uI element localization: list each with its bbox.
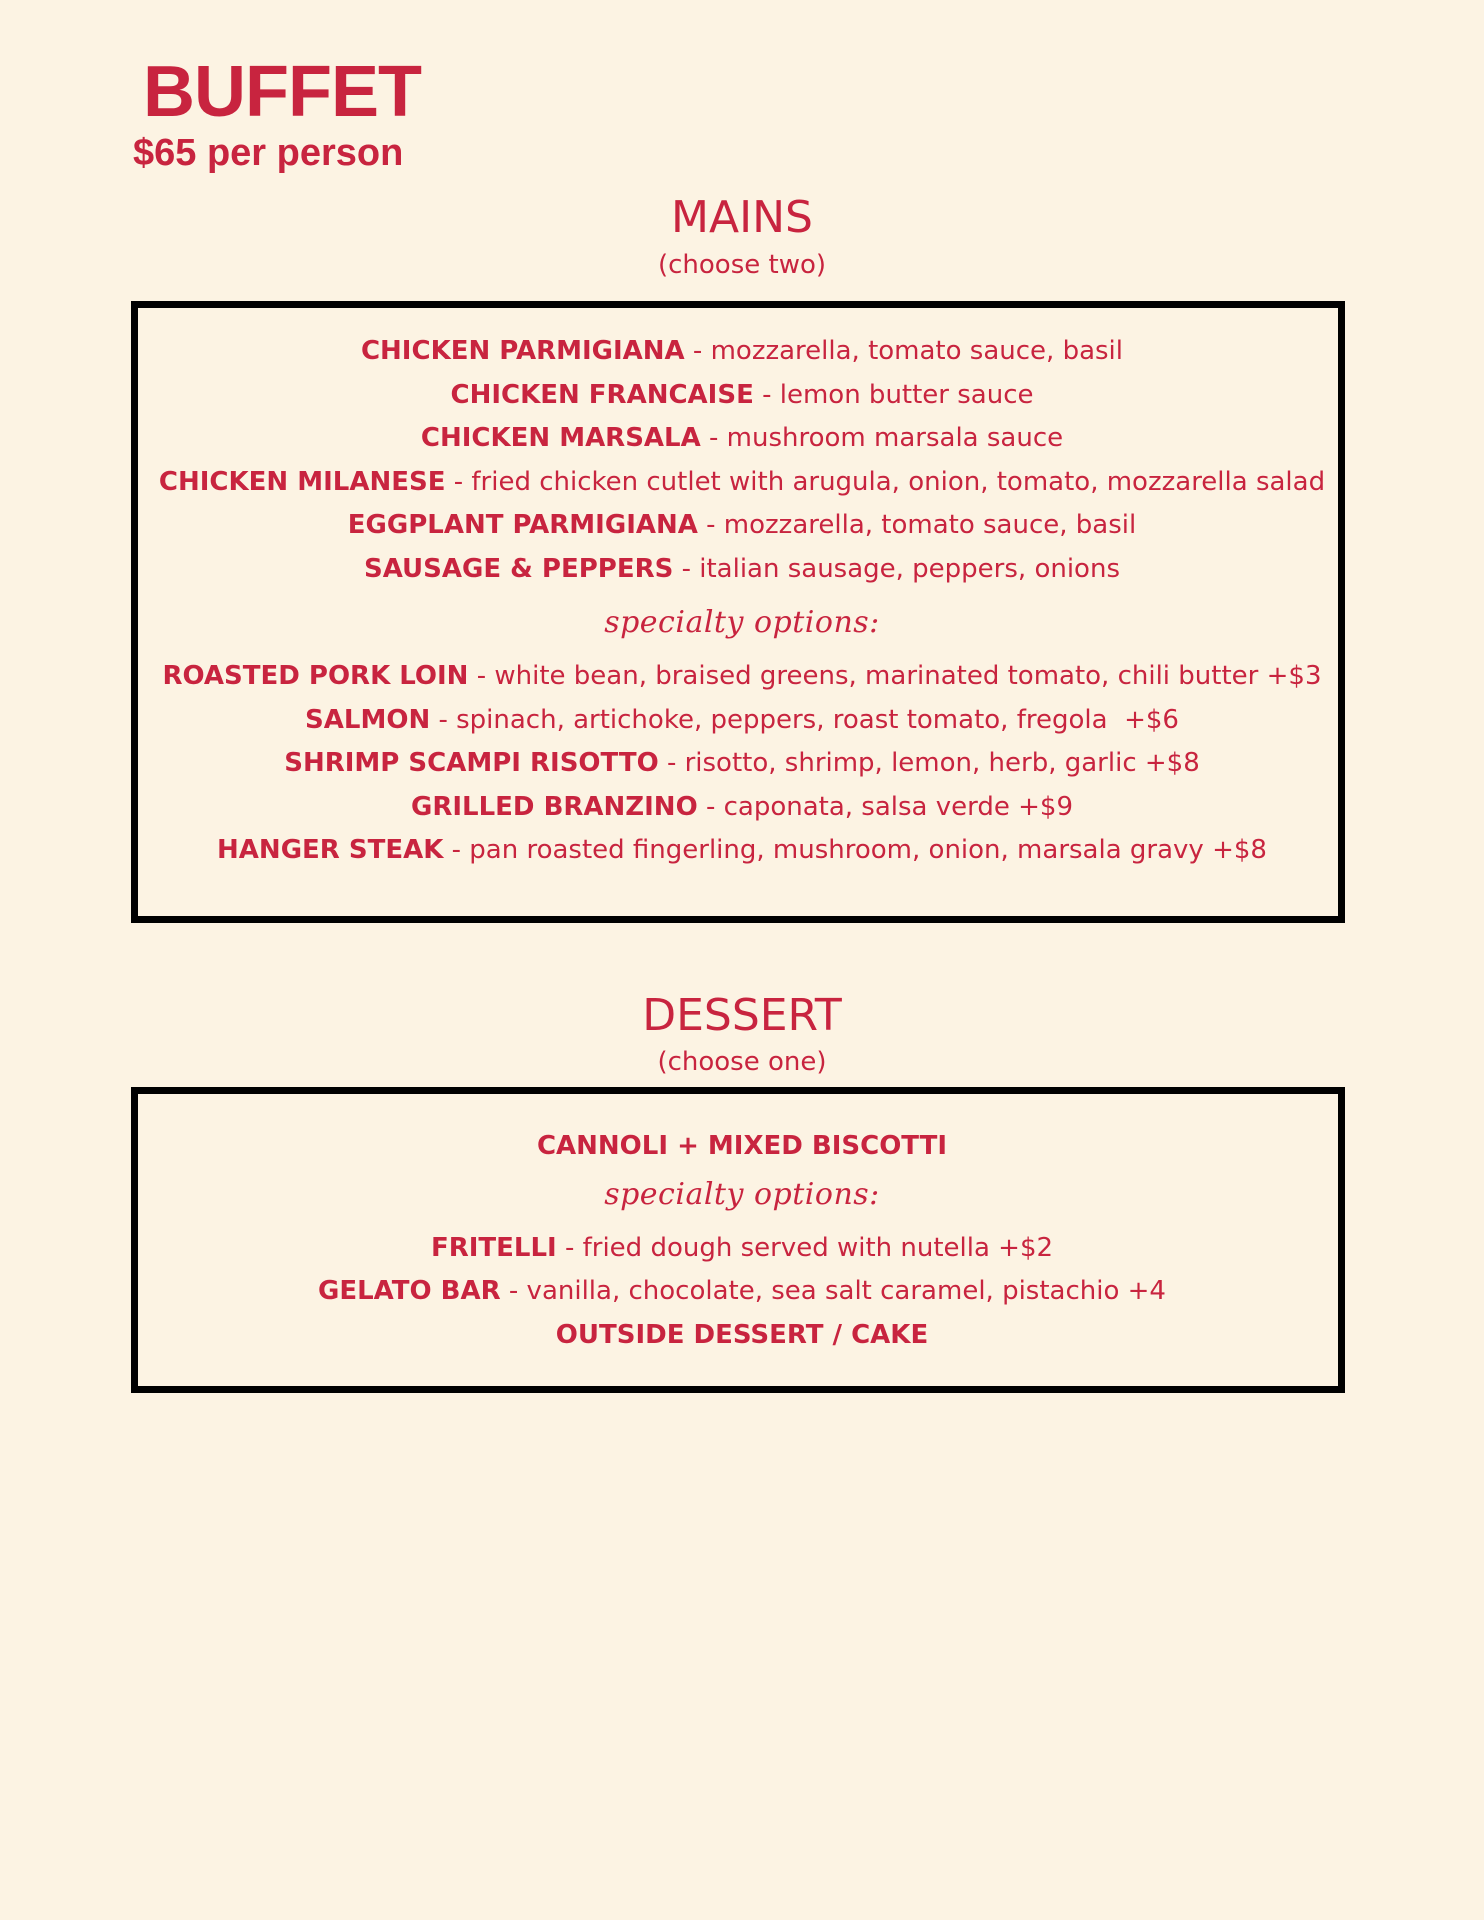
dessert-specialty-label: specialty options:	[604, 1177, 880, 1212]
item-name: SAUSAGE & PEPPERS	[364, 554, 674, 584]
item-desc: - white bean, braised greens, marinated tomato, chili butter +$3	[468, 661, 1322, 691]
mains-specialty-item	[0, 794, 1484, 820]
item-name: EGGPLANT PARMIGIANA	[347, 510, 698, 540]
mains-specialty-item	[0, 837, 1484, 863]
item-desc: - caponata, salsa verde +$9	[697, 792, 1073, 822]
item-desc: - mushroom marsala sauce	[700, 423, 1064, 453]
dessert-specialty-item	[0, 1322, 1484, 1348]
mains-specialty-label: specialty options:	[604, 605, 880, 640]
item-name: SHRIMP SCAMPI RISOTTO	[284, 748, 659, 778]
item-name: OUTSIDE DESSERT / CAKE	[555, 1320, 929, 1350]
item-desc: - italian sausage, peppers, onions	[673, 554, 1120, 584]
dessert-subheading: (choose one)	[657, 1047, 827, 1077]
mains-subheading: (choose two)	[657, 250, 827, 280]
item-desc: - spinach, artichoke, peppers, roast tomato, fregola +$6	[430, 705, 1179, 735]
item-name: CHICKEN MARSALA	[420, 423, 701, 453]
dessert-item	[0, 1133, 1484, 1159]
item-desc: - lemon butter sauce	[753, 380, 1034, 410]
mains-item	[0, 469, 1484, 495]
mains-item	[0, 382, 1484, 408]
mains-item	[0, 556, 1484, 582]
item-name: CHICKEN FRANCAISE	[450, 380, 754, 410]
mains-item	[0, 512, 1484, 538]
item-name: GRILLED BRANZINO	[411, 792, 698, 822]
mains-heading: MAINS	[671, 192, 813, 243]
item-desc: - vanilla, chocolate, sea salt caramel, pistachio +4	[500, 1276, 1166, 1306]
item-name: HANGER STEAK	[217, 835, 444, 865]
item-desc: - mozzarella, tomato sauce, basil	[697, 510, 1137, 540]
item-name: ROASTED PORK LOIN	[162, 661, 469, 691]
item-desc: - pan roasted fingerling, mushroom, onion, marsala gravy +$8	[443, 835, 1267, 865]
mains-specialty-item	[0, 750, 1484, 776]
mains-item	[0, 338, 1484, 364]
dessert-specialty-item	[0, 1278, 1484, 1304]
item-name: CHICKEN MILANESE	[158, 467, 446, 497]
item-name: CANNOLI + MIXED BISCOTTI	[536, 1131, 948, 1161]
dessert-specialty-item	[0, 1235, 1484, 1261]
mains-item	[0, 425, 1484, 451]
mains-specialty-item	[0, 707, 1484, 733]
item-desc: - fried dough served with nutella +$2	[556, 1233, 1054, 1263]
item-name: CHICKEN PARMIGIANA	[360, 336, 685, 366]
item-desc: - fried chicken cutlet with arugula, onion, tomato, mozzarella salad	[445, 467, 1326, 497]
item-name: GELATO BAR	[318, 1276, 501, 1306]
item-desc: - risotto, shrimp, lemon, herb, garlic +$8	[658, 748, 1200, 778]
page-title: BUFFET	[143, 52, 421, 132]
item-name: SALMON	[305, 705, 431, 735]
dessert-heading: DESSERT	[642, 990, 842, 1041]
item-desc: - mozzarella, tomato sauce, basil	[684, 336, 1124, 366]
mains-specialty-item	[0, 663, 1484, 689]
item-name: FRITELLI	[430, 1233, 557, 1263]
price-per-person: $65 per person	[133, 132, 404, 174]
